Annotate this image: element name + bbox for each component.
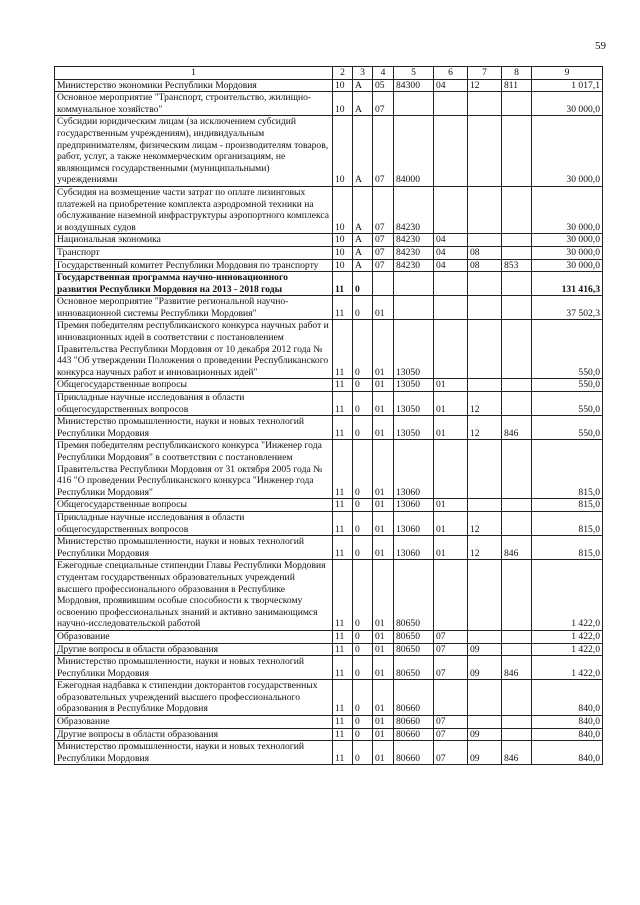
ministry-code-cell	[502, 392, 532, 416]
item-name-cell: Транспорт	[55, 246, 333, 259]
code-cell: 80650	[394, 560, 434, 631]
section-cell: 01	[434, 416, 468, 440]
table-row	[55, 259, 603, 272]
item-name-cell: Министерство экономики Республики Мордовия	[55, 79, 333, 92]
table-row	[55, 499, 603, 512]
table-row	[55, 392, 603, 416]
code-cell: А	[353, 186, 373, 233]
code-cell: 0	[353, 392, 373, 416]
item-name-cell: Государственная программа научно-инновационного развития Республики Мордовия на 2013 - 2018 годы	[55, 272, 333, 296]
code-cell: 01	[373, 440, 394, 499]
header-cell: 9	[532, 67, 603, 80]
code-cell: 84230	[394, 234, 434, 247]
code-cell: 13050	[394, 392, 434, 416]
amount-cell: 30 000,0	[532, 186, 603, 233]
subsection-cell: 09	[468, 728, 502, 741]
code-cell: 84230	[394, 186, 434, 233]
code-cell: 01	[373, 499, 394, 512]
subsection-cell: 08	[468, 259, 502, 272]
table-row	[55, 116, 603, 187]
code-cell	[373, 272, 394, 296]
code-cell: А	[353, 246, 373, 259]
item-name-cell: Министерство промышленности, науки и новых технологий Республики Мордовия	[55, 416, 333, 440]
code-cell: 84000	[394, 116, 434, 187]
item-name-cell: Премия победителям республиканского конкурса "Инженер года Республики Мордовия" в соответствии с постановлением Правительства Республики Мордовия от 31 октября 2005 года № 416 "О проведении Республиканского конкурса "Инженер года Республики Мордовия"	[55, 440, 333, 499]
item-name-cell: Ежегодная надбавка к стипендии докторантов государственных образовательных учреждений высшего профессионального образования в Республике Мордовия	[55, 680, 333, 716]
table-row	[55, 246, 603, 259]
ministry-code-cell: 853	[502, 259, 532, 272]
code-cell: А	[353, 92, 373, 116]
item-name-cell: Другие вопросы в области образования	[55, 643, 333, 656]
item-name-cell: Прикладные научные исследования в области общегосударственных вопросов	[55, 511, 333, 535]
section-cell: 07	[434, 643, 468, 656]
table-body	[55, 79, 603, 765]
section-cell: 01	[434, 499, 468, 512]
ministry-code-cell: 846	[502, 536, 532, 560]
item-name-cell: Министерство промышленности, науки и новых технологий Республики Мордовия	[55, 656, 333, 680]
code-cell: 01	[373, 536, 394, 560]
code-cell: 0	[353, 320, 373, 379]
subsection-cell	[468, 716, 502, 729]
subsection-cell: 12	[468, 416, 502, 440]
subsection-cell	[468, 560, 502, 631]
table-row	[55, 680, 603, 716]
section-cell: 07	[434, 741, 468, 765]
item-name-cell: Субсидии юридическим лицам (за исключением субсидий государственным учреждениям), индивидуальным предпринимателям, физическим лицам - производителям товаров, работ, услуг, а также некоммерческим организациям, не являющимся государственными (муниципальными) учреждениями	[55, 116, 333, 187]
code-cell: 80650	[394, 643, 434, 656]
code-cell: 0	[353, 728, 373, 741]
code-cell: 80660	[394, 741, 434, 765]
subsection-cell: 09	[468, 741, 502, 765]
ministry-code-cell	[502, 630, 532, 643]
code-cell: 0	[353, 440, 373, 499]
ministry-code-cell	[502, 272, 532, 296]
item-name-cell: Премия победителям республиканского конкурса научных работ и инновационных идей в соответствии с постановлением Правительства Республики Мордовия от 10 декабря 2012 года № 443 "Об утверждении Положения о проведении Республиканского конкурса научных работ и инновационных идей"	[55, 320, 333, 379]
section-cell	[434, 560, 468, 631]
code-cell	[394, 92, 434, 116]
section-cell: 07	[434, 656, 468, 680]
code-cell: 11	[333, 416, 353, 440]
amount-cell: 550,0	[532, 392, 603, 416]
ministry-code-cell	[502, 716, 532, 729]
subsection-cell	[468, 92, 502, 116]
item-name-cell: Министерство промышленности, науки и новых технологий Республики Мордовия	[55, 741, 333, 765]
subsection-cell: 12	[468, 536, 502, 560]
amount-cell: 30 000,0	[532, 92, 603, 116]
code-cell: 11	[333, 560, 353, 631]
code-cell: 10	[333, 246, 353, 259]
code-cell: 84230	[394, 259, 434, 272]
code-cell: 07	[373, 116, 394, 187]
code-cell: 11	[333, 741, 353, 765]
subsection-cell	[468, 272, 502, 296]
item-name-cell: Другие вопросы в области образования	[55, 728, 333, 741]
code-cell: А	[353, 259, 373, 272]
item-name-cell: Субсидия на возмещение части затрат по оплате лизинговых платежей на приобретение комплекта аэродромной техники на обслуживание наземной инфраструктуры аэропортного комплекса и воздушных судов	[55, 186, 333, 233]
amount-cell: 37 502,3	[532, 296, 603, 320]
table-row	[55, 560, 603, 631]
subsection-cell	[468, 630, 502, 643]
ministry-code-cell	[502, 499, 532, 512]
item-name-cell: Образование	[55, 630, 333, 643]
code-cell: 10	[333, 92, 353, 116]
code-cell: 01	[373, 741, 394, 765]
item-name-cell: Образование	[55, 716, 333, 729]
header-cell: 5	[394, 67, 434, 80]
amount-cell: 550,0	[532, 416, 603, 440]
code-cell: 80660	[394, 680, 434, 716]
code-cell: 0	[353, 560, 373, 631]
item-name-cell: Ежегодные специальные стипендии Главы Республики Мордовия студентам государственных образовательных учреждений высшего профессионального образования в Республике Мордовия, проявившим особые способности к творческому освоению профессиональных знаний и активно занимающимся научно-исследовательской работой	[55, 560, 333, 631]
code-cell: 0	[353, 741, 373, 765]
code-cell: 01	[373, 296, 394, 320]
code-cell: 84230	[394, 246, 434, 259]
amount-cell: 1 422,0	[532, 560, 603, 631]
code-cell: 11	[333, 536, 353, 560]
table-row	[55, 379, 603, 392]
subsection-cell	[468, 116, 502, 187]
code-cell: А	[353, 234, 373, 247]
amount-cell: 815,0	[532, 536, 603, 560]
section-cell: 01	[434, 511, 468, 535]
ministry-code-cell	[502, 728, 532, 741]
code-cell: 13060	[394, 511, 434, 535]
code-cell: 0	[353, 511, 373, 535]
amount-cell: 550,0	[532, 320, 603, 379]
page-number: 59	[595, 40, 606, 52]
amount-cell: 30 000,0	[532, 234, 603, 247]
code-cell: 01	[373, 656, 394, 680]
code-cell	[394, 272, 434, 296]
code-cell: 0	[353, 536, 373, 560]
code-cell: 13050	[394, 320, 434, 379]
item-name-cell: Основное мероприятие "Транспорт, строительство, жилищно-коммунальное хозяйство"	[55, 92, 333, 116]
ministry-code-cell: 846	[502, 656, 532, 680]
code-cell: 13060	[394, 499, 434, 512]
ministry-code-cell	[502, 320, 532, 379]
code-cell	[394, 296, 434, 320]
ministry-code-cell	[502, 560, 532, 631]
ministry-code-cell	[502, 234, 532, 247]
amount-cell: 1 422,0	[532, 643, 603, 656]
code-cell: 11	[333, 716, 353, 729]
section-cell	[434, 116, 468, 187]
table-row	[55, 716, 603, 729]
table-row	[55, 296, 603, 320]
code-cell: 01	[373, 630, 394, 643]
section-cell: 04	[434, 259, 468, 272]
subsection-cell	[468, 186, 502, 233]
code-cell: 07	[373, 186, 394, 233]
ministry-code-cell	[502, 643, 532, 656]
code-cell: 0	[353, 296, 373, 320]
header-cell: 3	[353, 67, 373, 80]
code-cell: 10	[333, 234, 353, 247]
table-row	[55, 272, 603, 296]
code-cell: 13050	[394, 416, 434, 440]
amount-cell: 840,0	[532, 680, 603, 716]
table-row	[55, 416, 603, 440]
code-cell: 11	[333, 499, 353, 512]
section-cell	[434, 680, 468, 716]
code-cell: 0	[353, 656, 373, 680]
code-cell: 84300	[394, 79, 434, 92]
code-cell: 13060	[394, 536, 434, 560]
item-name-cell: Общегосударственные вопросы	[55, 499, 333, 512]
section-cell	[434, 440, 468, 499]
code-cell: 10	[333, 79, 353, 92]
table-row	[55, 79, 603, 92]
table-row	[55, 643, 603, 656]
section-cell	[434, 92, 468, 116]
code-cell: 10	[333, 116, 353, 187]
subsection-cell: 12	[468, 392, 502, 416]
table-row	[55, 92, 603, 116]
code-cell: 80650	[394, 630, 434, 643]
header-cell: 8	[502, 67, 532, 80]
amount-cell: 815,0	[532, 440, 603, 499]
section-cell: 07	[434, 630, 468, 643]
table-row	[55, 440, 603, 499]
table-row	[55, 234, 603, 247]
ministry-code-cell	[502, 379, 532, 392]
amount-cell: 131 416,3	[532, 272, 603, 296]
item-name-cell: Прикладные научные исследования в области общегосударственных вопросов	[55, 392, 333, 416]
ministry-code-cell	[502, 186, 532, 233]
ministry-code-cell: 846	[502, 741, 532, 765]
ministry-code-cell	[502, 511, 532, 535]
section-cell: 04	[434, 79, 468, 92]
header-cell: 4	[373, 67, 394, 80]
code-cell: 01	[373, 560, 394, 631]
section-cell: 07	[434, 716, 468, 729]
subsection-cell: 09	[468, 656, 502, 680]
code-cell: 11	[333, 379, 353, 392]
section-cell: 04	[434, 246, 468, 259]
item-name-cell: Основное мероприятие "Развитие региональной научно-инновационной системы Республики Мордовия"	[55, 296, 333, 320]
section-cell: 01	[434, 392, 468, 416]
section-cell: 01	[434, 536, 468, 560]
code-cell: А	[353, 79, 373, 92]
code-cell: 11	[333, 392, 353, 416]
amount-cell: 30 000,0	[532, 116, 603, 187]
code-cell: 07	[373, 92, 394, 116]
section-cell	[434, 272, 468, 296]
code-cell: 11	[333, 728, 353, 741]
code-cell: 01	[373, 680, 394, 716]
header-cell: 2	[333, 67, 353, 80]
ministry-code-cell	[502, 680, 532, 716]
subsection-cell	[468, 440, 502, 499]
code-cell: 0	[353, 680, 373, 716]
code-cell: 11	[333, 656, 353, 680]
code-cell: 01	[373, 716, 394, 729]
amount-cell: 840,0	[532, 741, 603, 765]
section-cell: 04	[434, 234, 468, 247]
item-name-cell: Министерство промышленности, науки и новых технологий Республики Мордовия	[55, 536, 333, 560]
code-cell: 0	[353, 499, 373, 512]
subsection-cell	[468, 296, 502, 320]
section-cell	[434, 186, 468, 233]
header-cell: 7	[468, 67, 502, 80]
code-cell: 11	[333, 296, 353, 320]
code-cell: 11	[333, 511, 353, 535]
code-cell: 0	[353, 379, 373, 392]
code-cell: 11	[333, 440, 353, 499]
code-cell: 80650	[394, 656, 434, 680]
table-row	[55, 728, 603, 741]
subsection-cell: 09	[468, 643, 502, 656]
amount-cell: 1 017,1	[532, 79, 603, 92]
code-cell: 01	[373, 728, 394, 741]
code-cell: А	[353, 116, 373, 187]
code-cell: 10	[333, 259, 353, 272]
amount-cell: 550,0	[532, 379, 603, 392]
code-cell: 11	[333, 630, 353, 643]
section-cell	[434, 296, 468, 320]
code-cell: 13050	[394, 379, 434, 392]
item-name-cell: Национальная экономика	[55, 234, 333, 247]
subsection-cell	[468, 379, 502, 392]
code-cell: 07	[373, 246, 394, 259]
subsection-cell: 08	[468, 246, 502, 259]
amount-cell: 840,0	[532, 728, 603, 741]
item-name-cell: Общегосударственные вопросы	[55, 379, 333, 392]
amount-cell: 815,0	[532, 499, 603, 512]
code-cell: 05	[373, 79, 394, 92]
table-row	[55, 511, 603, 535]
code-cell: 80660	[394, 728, 434, 741]
code-cell: 01	[373, 320, 394, 379]
subsection-cell	[468, 499, 502, 512]
amount-cell: 30 000,0	[532, 259, 603, 272]
budget-table	[54, 66, 603, 765]
code-cell: 01	[373, 416, 394, 440]
code-cell: 10	[333, 186, 353, 233]
amount-cell: 840,0	[532, 716, 603, 729]
code-cell: 0	[353, 716, 373, 729]
code-cell: 11	[333, 272, 353, 296]
amount-cell: 815,0	[532, 511, 603, 535]
code-cell: 11	[333, 643, 353, 656]
subsection-cell	[468, 320, 502, 379]
code-cell: 80660	[394, 716, 434, 729]
code-cell: 0	[353, 272, 373, 296]
code-cell: 01	[373, 379, 394, 392]
table-row	[55, 630, 603, 643]
code-cell: 07	[373, 234, 394, 247]
header-cell: 6	[434, 67, 468, 80]
ministry-code-cell	[502, 92, 532, 116]
code-cell: 11	[333, 680, 353, 716]
item-name-cell: Государственный комитет Республики Мордовия по транспорту	[55, 259, 333, 272]
subsection-cell	[468, 234, 502, 247]
code-cell: 13060	[394, 440, 434, 499]
code-cell: 0	[353, 416, 373, 440]
code-cell: 07	[373, 259, 394, 272]
table-row	[55, 186, 603, 233]
ministry-code-cell	[502, 246, 532, 259]
subsection-cell	[468, 680, 502, 716]
section-cell: 07	[434, 728, 468, 741]
ministry-code-cell: 846	[502, 416, 532, 440]
code-cell: 01	[373, 643, 394, 656]
table-row	[55, 741, 603, 765]
ministry-code-cell	[502, 296, 532, 320]
subsection-cell: 12	[468, 511, 502, 535]
amount-cell: 30 000,0	[532, 246, 603, 259]
table-row	[55, 656, 603, 680]
code-cell: 01	[373, 392, 394, 416]
section-cell	[434, 320, 468, 379]
ministry-code-cell: 811	[502, 79, 532, 92]
code-cell: 0	[353, 643, 373, 656]
amount-cell: 1 422,0	[532, 630, 603, 643]
table-header-row	[55, 67, 603, 80]
table-row	[55, 320, 603, 379]
table-row	[55, 536, 603, 560]
code-cell: 0	[353, 630, 373, 643]
header-cell: 1	[55, 67, 333, 80]
code-cell: 11	[333, 320, 353, 379]
subsection-cell: 12	[468, 79, 502, 92]
ministry-code-cell	[502, 440, 532, 499]
ministry-code-cell	[502, 116, 532, 187]
code-cell: 01	[373, 511, 394, 535]
section-cell: 01	[434, 379, 468, 392]
amount-cell: 1 422,0	[532, 656, 603, 680]
